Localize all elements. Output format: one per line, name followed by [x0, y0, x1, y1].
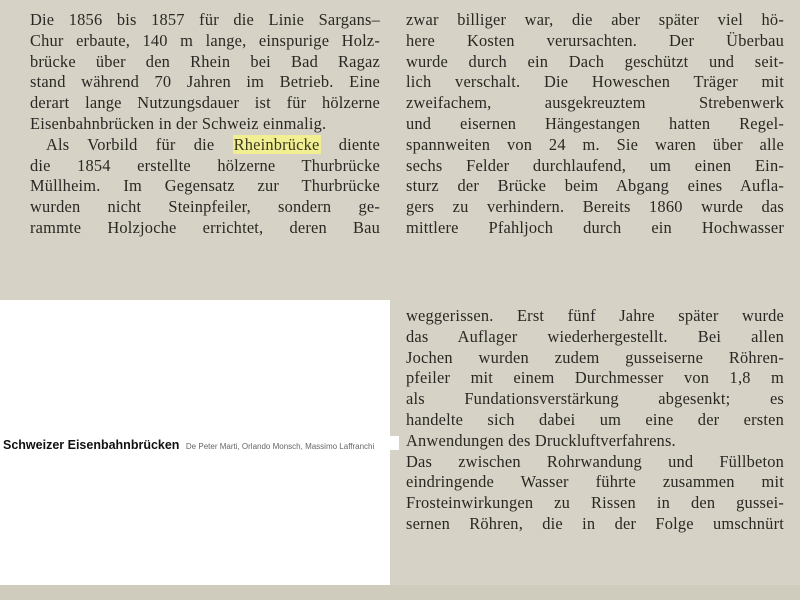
text-line: als Fundationsverstärkung abgesenkt; es — [406, 389, 784, 409]
text-line: eindringende Wasser führte zusammen mit — [406, 472, 784, 492]
text-line: weggerissen. Erst fünf Jahre später wurde — [406, 306, 784, 325]
text-line: gers zu verhindern. Bereits 1860 wurde das — [406, 197, 784, 217]
text-line: handelte sich dabei um eine der ersten — [406, 409, 784, 429]
text-line: derart lange Nutzungsdauer ist für hölzerne — [30, 93, 380, 113]
text-line: here Kosten verursachten. Der Überbau — [406, 30, 784, 50]
text-line: sturz der Brücke beim Abgang eines Aufla- — [406, 176, 784, 196]
text-line: lich verschalt. Die Howeschen Träger mit — [406, 72, 784, 92]
book-title: Schweizer Eisenbahnbrücken — [3, 438, 180, 452]
text-line: Müllheim. Im Gegensatz zur Thurbrücke — [30, 176, 380, 196]
text-line: Anwendungen des Druckluftverfahrens. — [406, 430, 676, 450]
text-line: sernen Röhren, die in der Folge umschnürt — [406, 513, 784, 533]
text-line: wurde durch ein Dach geschützt und seit- — [406, 51, 784, 71]
scanned-page-bottom-right — [390, 300, 800, 585]
text-line: Chur erbaute, 140 m lange, einspurige Holz- — [30, 30, 380, 50]
text-line: Frosteinwirkungen zu Rissen in den gussei- — [406, 493, 784, 513]
text-line: brücke über den Rhein bei Bad Ragaz — [30, 51, 380, 71]
right-text-column-top — [406, 10, 784, 239]
text-line: Das zwischen Rohrwandung und Füllbeton — [406, 451, 784, 471]
text-line: das Auflager wiederhergestellt. Bei allen — [406, 326, 784, 346]
book-authors: De Peter Marti, Orlando Monsch, Massimo Laffranchi — [185, 442, 375, 451]
text-line: spannweiten von 24 m. Sie waren über alle — [406, 134, 784, 154]
image-caption — [3, 436, 399, 450]
text-fragment: Als Vorbild für die — [46, 134, 233, 154]
text-line: sechs Felder durchlaufend, um einen Ein- — [406, 155, 784, 175]
left-text-column — [30, 10, 380, 239]
text-line: Eisenbahnbrücken in der Schweiz einmalig. — [30, 113, 327, 133]
text-line: Die 1856 bis 1857 für die Linie Sargans– — [30, 10, 380, 29]
right-text-column-bottom — [406, 300, 784, 535]
text-line: rammte Holzjoche errichtet, deren Bau — [30, 217, 380, 237]
text-fragment: diente — [320, 134, 381, 154]
scan-edge-strip — [0, 585, 800, 600]
text-line: mittlere Pfahljoch durch ein Hochwasser — [406, 217, 784, 237]
highlighted-word: Rheinbrücke — [233, 134, 320, 154]
text-line: Jochen wurden zudem gusseiserne Röhren- — [406, 347, 784, 367]
text-line: die 1854 erstellte hölzerne Thurbrücke — [30, 155, 380, 175]
text-line: pfeiler mit einem Durchmesser von 1,8 m — [406, 368, 784, 388]
text-line: stand während 70 Jahren im Betrieb. Eine — [30, 72, 380, 92]
text-line-with-highlight — [30, 135, 380, 156]
text-line: zwar billiger war, die aber später viel hö- — [406, 10, 784, 29]
text-line: wurden nicht Steinpfeiler, sondern ge- — [30, 197, 380, 217]
text-line: und eisernen Hängestangen hatten Regel- — [406, 113, 784, 133]
text-line: zweifachem, ausgekreuztem Strebenwerk — [406, 93, 784, 113]
